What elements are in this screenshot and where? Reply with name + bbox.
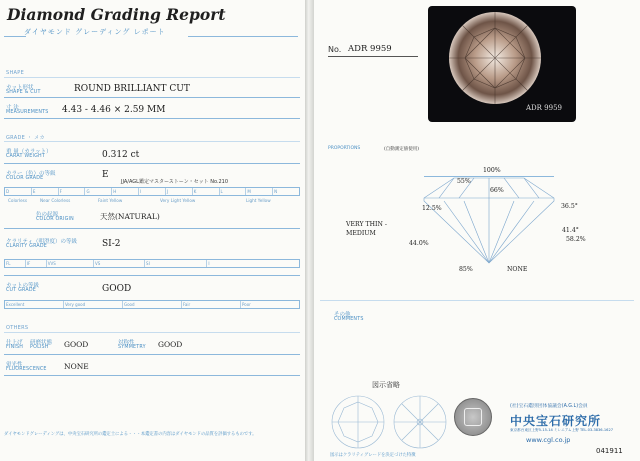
color-label-en: COLOR GRADE bbox=[6, 176, 44, 181]
shape-value: ROUND BRILLIANT CUT bbox=[74, 84, 190, 94]
divider bbox=[4, 97, 300, 98]
report-number: ADR 9959 bbox=[348, 44, 392, 54]
cut-label-jp: カットの等級 bbox=[6, 283, 39, 289]
finish-head: 仕上げ bbox=[6, 340, 23, 346]
color-scale-label: Faint Yellow bbox=[98, 198, 123, 203]
report-subtitle: ダイヤモンド グレーディング レポート bbox=[24, 28, 166, 36]
color-scale-label: Light Yellow bbox=[246, 198, 271, 203]
shape-label-en: SHAPE & CUT bbox=[6, 90, 41, 95]
shape-label-jp: カット形状 bbox=[6, 85, 34, 91]
fluorescence-label-jp: 蛍光性 bbox=[6, 362, 23, 368]
divider bbox=[4, 275, 300, 276]
clarity-scale: FL IF VVS VS SI I bbox=[4, 259, 300, 268]
symmetry-label-jp: 対称性 bbox=[118, 340, 135, 346]
pavilion-angle-value: 41.4° bbox=[562, 227, 579, 234]
divider bbox=[4, 118, 300, 119]
left-page bbox=[0, 0, 305, 461]
lower-half-value: 85% bbox=[459, 266, 473, 273]
lab-address: 東京都台東区上野5-15-14 ミレニアム上野 TEL.03-3836-1627 bbox=[510, 428, 614, 432]
polish-label-jp: 研磨状態 bbox=[30, 340, 53, 346]
crown-height-value: 12.5% bbox=[422, 205, 442, 212]
seal-inner bbox=[464, 408, 482, 426]
measurements-value: 4.43 - 4.46 × 2.59 MM bbox=[62, 105, 166, 115]
divider bbox=[4, 228, 300, 229]
crown-angle-value: 36.5° bbox=[561, 203, 578, 210]
measurements-label-en: MEASUREMENTS bbox=[6, 110, 49, 115]
photo-caption: ADR 9959 bbox=[526, 104, 562, 112]
proportions-note: (自動測定値使用) bbox=[384, 147, 420, 152]
color-scale: D E F G H I J K L M N bbox=[4, 187, 300, 196]
plot-note: 図示はクラリティグレードを決定づけた特徴 bbox=[330, 453, 416, 458]
polish-label-en: POLISH bbox=[30, 345, 49, 350]
divider bbox=[320, 300, 634, 301]
cut-label-en: CUT GRADE bbox=[6, 288, 36, 293]
color-value: E bbox=[102, 170, 109, 180]
lab-org: (社)宝石鑑別団体協議会(A.G.L)会員 bbox=[510, 404, 588, 409]
diamond-photo bbox=[428, 6, 576, 122]
clarity-label-jp: クラリティ（明澄度）の等級 bbox=[6, 239, 77, 245]
section-grade: GRADE ・ メカ bbox=[6, 135, 45, 141]
comments-label-jp: その他 bbox=[334, 312, 351, 318]
carat-value: 0.312 ct bbox=[102, 150, 140, 160]
clarity-value: SI-2 bbox=[102, 239, 121, 249]
fluorescence-label-en: FLUORESCENCE bbox=[6, 367, 47, 372]
clarity-label-en: CLARITY GRADE bbox=[6, 244, 48, 249]
measurements-label-jp: 寸 法 bbox=[6, 105, 19, 111]
color-scale-label: Very Light Yellow bbox=[160, 198, 196, 203]
lab-name: 中央宝石研究所 bbox=[510, 414, 602, 428]
total-depth-value: 58.2% bbox=[566, 236, 586, 243]
color-master-note: JJA/AGL鑑定マスターストーン・セット No.210 bbox=[121, 179, 229, 185]
report-no-label: No. bbox=[328, 45, 342, 54]
color-label-jp: カラー（色）の等級 bbox=[6, 171, 56, 177]
lab-url[interactable]: www.cgl.co.jp bbox=[526, 436, 571, 444]
comments-label-en: COMMENTS bbox=[334, 317, 364, 322]
table-value: 55% bbox=[457, 178, 471, 185]
report-title: Diamond Grading Report bbox=[7, 5, 226, 24]
color-scale-label: Colorless bbox=[8, 198, 28, 203]
divider bbox=[4, 354, 300, 355]
section-shape: SHAPE bbox=[6, 70, 25, 76]
subtitle-rule-left bbox=[4, 36, 26, 37]
origin-label-jp: 色の起源 bbox=[36, 212, 59, 218]
number-underline bbox=[328, 56, 418, 57]
divider bbox=[4, 77, 300, 78]
cut-value: GOOD bbox=[102, 284, 132, 294]
plot-label: 図示省略 bbox=[372, 381, 400, 389]
cut-scale: Excellent Very good Good Fair Poor bbox=[4, 300, 300, 309]
section-others: OTHERS bbox=[6, 325, 29, 331]
divider bbox=[4, 141, 300, 142]
girdle-value: VERY THIN - MEDIUM bbox=[346, 221, 387, 237]
symmetry-value: GOOD bbox=[158, 340, 183, 349]
carat-label-jp: 重 量（カラット） bbox=[6, 149, 52, 155]
divider bbox=[4, 163, 300, 164]
origin-value: 天然(NATURAL) bbox=[100, 212, 160, 221]
footer-note: ダイヤモンドグレーディングは、中央宝石研究所の鑑定士による・・・本鑑定書の内容はダイヤモンドの品質を評価するものです。 bbox=[4, 432, 257, 437]
subtitle-rule-right bbox=[188, 36, 298, 37]
clarity-plot bbox=[330, 392, 450, 452]
seal-icon bbox=[454, 398, 492, 436]
total-dim-line bbox=[424, 176, 554, 177]
divider bbox=[4, 332, 300, 333]
serial-number: 041911 bbox=[596, 447, 623, 455]
culet-value: NONE bbox=[507, 266, 528, 273]
divider bbox=[4, 375, 300, 376]
carat-label-en: CARAT WEIGHT bbox=[6, 154, 45, 159]
total-value: 100% bbox=[483, 167, 501, 174]
polish-value: GOOD bbox=[64, 340, 89, 349]
color-scale-label: Near Colorless bbox=[40, 198, 71, 203]
right-page bbox=[314, 0, 640, 461]
star-value: 66% bbox=[490, 187, 504, 194]
book-gutter bbox=[305, 0, 314, 461]
proportions-label: PROPORTIONS bbox=[328, 146, 361, 151]
symmetry-label-en: SYMMETRY bbox=[118, 345, 146, 350]
fluorescence-value: NONE bbox=[64, 362, 89, 371]
proportion-diagram bbox=[414, 168, 564, 268]
pavilion-depth-value: 44.0% bbox=[409, 240, 429, 247]
origin-label-en: COLOR ORIGIN bbox=[36, 217, 74, 222]
finish-head-en: FINISH bbox=[6, 345, 24, 350]
